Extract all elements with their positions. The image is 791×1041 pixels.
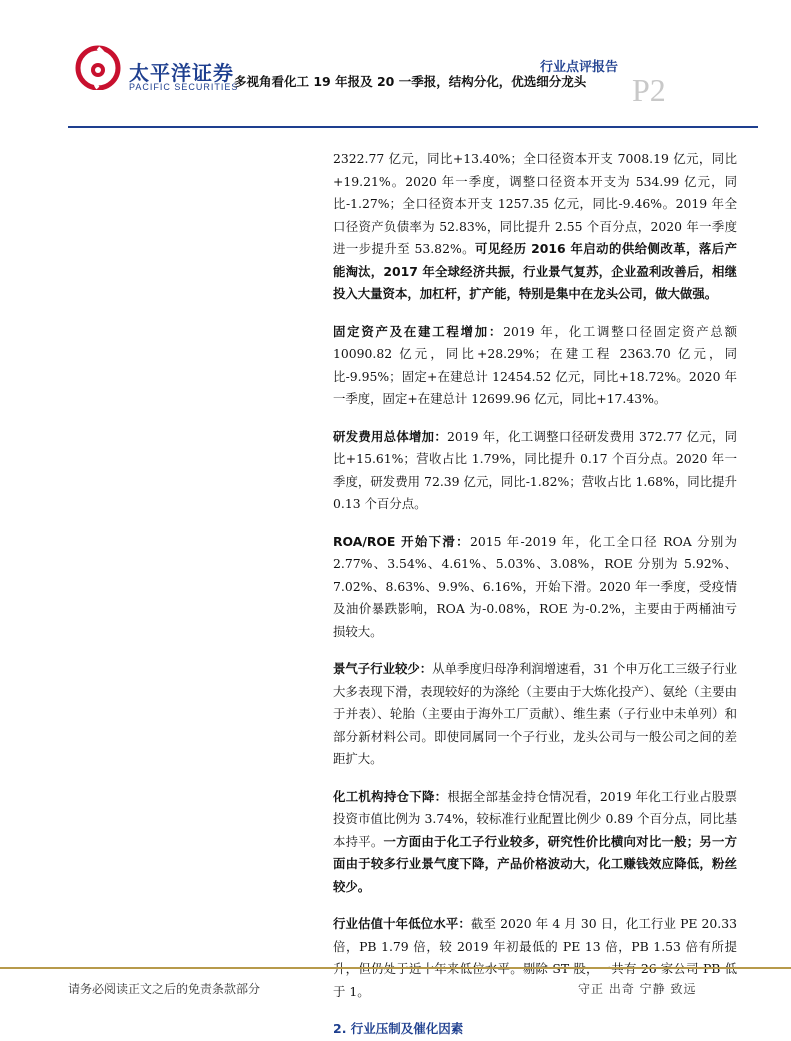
section-heading: 2. 行业压制及催化因素 bbox=[333, 1021, 464, 1036]
report-title: 多视角看化工 19 年报及 20 一季报，结构分化，优选细分龙头 bbox=[234, 74, 587, 89]
paragraph-rnd: 研发费用总体增加：2019 年，化工调整口径研发费用 372.77 亿元，同比+15.61%；营收占比 1.79%，同比提升 0.17 个百分点。2020 年一季度，研发费用 72.39 亿元，同比-1.82%；营收占比 1.68%，同比提升 0.13 个百分点。 bbox=[333, 428, 737, 511]
brand-name-en: PACIFIC SECURITIES bbox=[129, 82, 239, 92]
paragraph-capex: 2322.77 亿元，同比+13.40%；全口径资本开支 7008.19 亿元，同比+19.21%。2020 年一季度，调整口径资本开支为 534.99 亿元，同比-1.27%；全口径资本开支 1257.35 亿元，同比-9.46%。2019 年全口径资产负债率为 52.83%，同比提升 2.55 个百分点，2020 年一季度进一步提升至 53.82%。可见经历 2016 年启动的供给侧改革，落后产能淘汰，2017 年全球经济共振，行业景气复苏，企业盈利改善后，相继投入大量资本，加杠杆，扩产能，特别是集中在龙头公司，做大做强。 bbox=[333, 151, 737, 301]
paragraph-sub-industries: 景气子行业较少：从单季度归母净利润增速看，31 个申万化工三级子行业大多表现下滑，表现较好的为涤纶（主要由于大炼化投产）、氨纶（主要由于并表）、轮胎（主要由于海外工厂贡献）、维生素（子行业中未单列）和部分新材料公司。即使同属同一个子行业，龙头公司与一般公司之间的差距扩大。 bbox=[333, 661, 737, 766]
header-divider bbox=[68, 126, 758, 128]
main-content bbox=[333, 148, 737, 1041]
paragraph-fund-holdings: 化工机构持仓下降：根据全部基金持仓情况看，2019 年化工行业占股票投资市值比例为 3.74%，较标准行业配置比例少 0.89 个百分点，同比基本持平。一方面由于化工子行业较多，研究性价比横向对比一般；另一方面由于较多行业景气度下降，产品价格波动大，化工赚钱效应降低，粉丝较少。 bbox=[333, 788, 738, 894]
report-type: 行业点评报告 bbox=[540, 60, 619, 75]
page-header bbox=[0, 0, 791, 135]
brand-name-cn: 太平洋证券 bbox=[129, 61, 234, 85]
footer-disclaimer: 请务必阅读正文之后的免责条款部分 bbox=[68, 982, 261, 996]
footer-motto: 守正 出奇 宁静 致远 bbox=[578, 982, 697, 996]
paragraph-emphasis: 一方面由于化工子行业较多，研究性价比横向对比一般；另一方面由于较多行业景气度下降，产品价格波动大，化工赚钱效应降低，粉丝较少。 bbox=[333, 833, 738, 894]
footer-divider bbox=[0, 967, 791, 969]
page-number: P2 bbox=[632, 72, 666, 108]
pacific-securities-logo-icon bbox=[74, 42, 122, 90]
paragraph-lead: 固定资产及在建工程增加： bbox=[333, 323, 504, 339]
paragraph-lead: ROA/ROE 开始下滑： bbox=[333, 533, 470, 549]
paragraph-lead: 行业估值十年低位水平： bbox=[333, 916, 471, 931]
paragraph-lead: 景气子行业较少： bbox=[333, 661, 433, 676]
paragraph-valuation: 行业估值十年低位水平：截至 2020 年 4 月 30 日，化工行业 PE 20.33 倍，PB 1.79 倍，较 2019 年初最低的 PE 13 倍，PB 1.53 倍有所提 于 1。 bbox=[333, 916, 738, 999]
paragraph-emphasis: 可见经历 2016 年启动的供给侧改革，落后产能淘汰，2017 年全球经济共振，行业景气复苏，企业盈利改善后，相继投入大量资本，加杠杆，扩产能，特别是集中在龙头公司，做大做强。 bbox=[333, 241, 737, 301]
paragraph-lead: 研发费用总体增加： bbox=[333, 428, 448, 444]
paragraph-roa-roe: ROA/ROE 开始下滑：2015 年-2019 年，化工全口径 ROA 分别为 2.77%、3.54%、4.61%、5.03%、3.08%，ROE 分别为 5.92%、7.02%、8.63%、9.9%、6.16%，开始下滑。2020 年一季度，受疫情及油价暴跌影响，ROA 为-0.08%，ROE 为-0.2%，主要由于两桶油亏损较大。 bbox=[333, 533, 737, 639]
paragraph-fixed-assets: 固定资产及在建工程增加：2019 年，化工调整口径固定资产总额 10090.82 亿元，同比+28.29%；在建工程 2363.70 亿元，同比-9.95%；固定+在建总计 12454.52 亿元，同比+18.72%。2020 年一季度，固定+在建总计 12699.96 亿元，同比+17.43%。 bbox=[333, 323, 737, 406]
paragraph-lead: 化工机构持仓下降： bbox=[333, 788, 448, 804]
